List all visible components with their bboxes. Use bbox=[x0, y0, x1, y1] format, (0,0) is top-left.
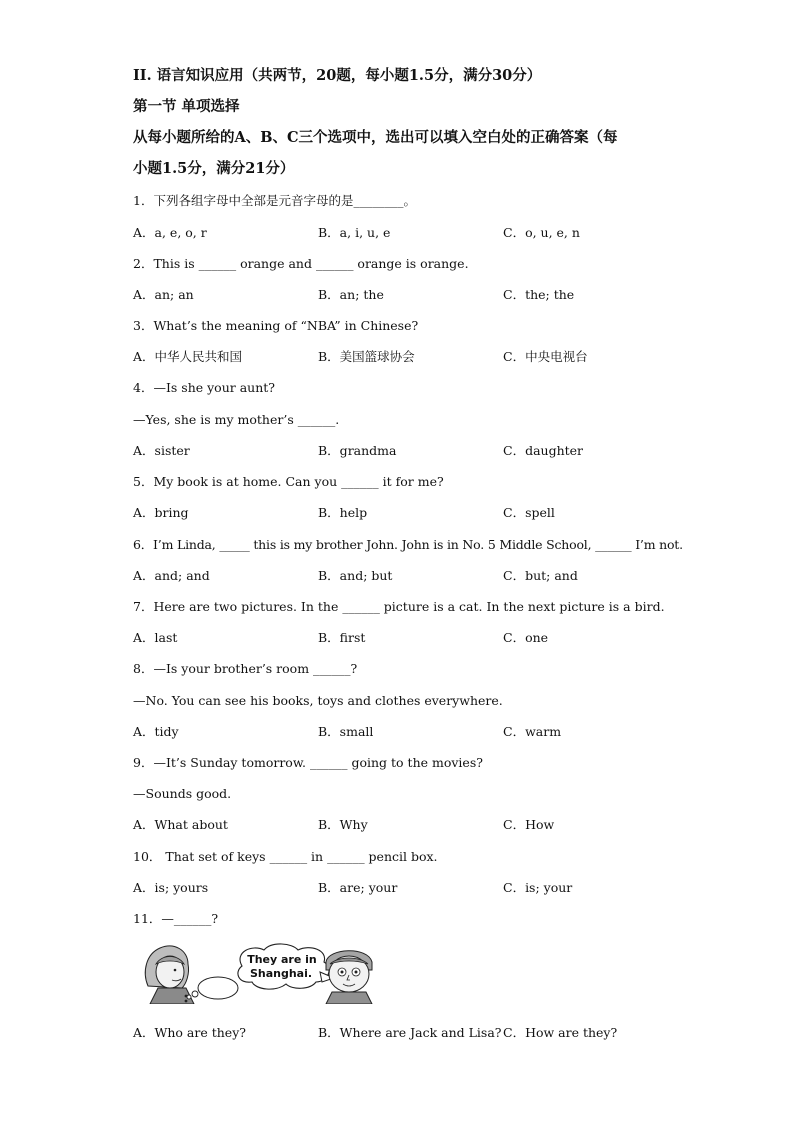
question-3-option-a: A．中华人民共和国 bbox=[133, 349, 243, 364]
question-6-option-a: A．and; and bbox=[133, 568, 210, 583]
question-9-option-c: C．How bbox=[503, 817, 555, 832]
question-5-option-a: A．bring bbox=[133, 505, 189, 520]
bubble-text-2: Shanghai. bbox=[249, 967, 313, 980]
question-2-option-b: B．an; the bbox=[318, 287, 384, 302]
question-2-option-c: C．the; the bbox=[503, 287, 575, 302]
question-6-stem: 6．I’m Linda, _____ this is my brother John. John is in No. 5 Middle School, ______ I’m not. bbox=[133, 537, 683, 552]
question-11-option-b: B．Where are Jack and Lisa? bbox=[318, 1025, 502, 1040]
part-title: 第一节 单项选择 bbox=[133, 98, 240, 115]
question-4-stem: 4．—Is she your aunt? bbox=[133, 380, 275, 395]
question-3-option-c: C．中央电视台 bbox=[503, 349, 588, 364]
question-9-option-a: A．What about bbox=[133, 817, 228, 832]
question-10-option-a: A．is; yours bbox=[133, 880, 209, 895]
instruction-line-1: 从每小题所给的A、B、C三个选项中，选出可以填入空白处的正确答案（每 bbox=[133, 129, 618, 146]
question-2-option-a: A．an; an bbox=[133, 287, 194, 302]
section-title: II. 语言知识应用（共两节，20题，每小题1.5分，满分30分） bbox=[133, 67, 542, 84]
question-4-option-c: C．daughter bbox=[503, 443, 584, 458]
question-9-stem-reply: —Sounds good. bbox=[133, 786, 232, 801]
question-7-option-b: B．first bbox=[318, 630, 366, 645]
question-7-stem: 7．Here are two pictures. In the ______ picture is a cat. In the next picture is a bird. bbox=[133, 599, 665, 614]
question-10-option-b: B．are; your bbox=[318, 880, 398, 895]
question-11-stem: 11．—______? bbox=[133, 911, 219, 926]
question-4-option-b: B．grandma bbox=[318, 443, 397, 458]
question-5-option-b: B．help bbox=[318, 505, 368, 520]
question-2-stem: 2．This is ______ orange and ______ orange is orange. bbox=[133, 256, 469, 271]
question-6-option-b: B．and; but bbox=[318, 568, 393, 583]
question-1-option-b: B．a, i, u, e bbox=[318, 225, 391, 240]
instruction-line-2: 小题1.5分，满分21分） bbox=[133, 160, 295, 177]
question-7-option-a: A．last bbox=[133, 630, 178, 645]
question-4-option-a: A．sister bbox=[133, 443, 190, 458]
question-11-option-a: A．Who are they? bbox=[133, 1025, 246, 1040]
question-5-stem: 5．My book is at home. Can you ______ it for me? bbox=[133, 474, 444, 489]
question-10-stem: 10． That set of keys ______ in ______ pencil box. bbox=[133, 849, 438, 864]
speech-bubble bbox=[238, 944, 334, 989]
question-1-option-a: A．a, e, o, r bbox=[133, 225, 207, 240]
question-3-option-b: B．美国篮球协会 bbox=[318, 349, 415, 364]
girl-figure bbox=[145, 946, 194, 1004]
bubble-text-1: They are in bbox=[247, 953, 317, 966]
boy-figure bbox=[326, 951, 372, 1004]
question-5-option-c: C．spell bbox=[503, 505, 555, 520]
empty-speech-bubble bbox=[198, 977, 238, 999]
question-8-option-c: C．warm bbox=[503, 724, 562, 739]
dialogue-illustration bbox=[142, 942, 382, 1004]
question-10-option-c: C．is; your bbox=[503, 880, 573, 895]
question-3-stem: 3．What’s the meaning of “NBA” in Chinese? bbox=[133, 318, 419, 333]
question-8-stem: 8．—Is your brother’s room ______? bbox=[133, 661, 358, 676]
question-1-stem: 1．下列各组字母中全部是元音字母的是________。 bbox=[133, 193, 416, 208]
question-6-option-c: C．but; and bbox=[503, 568, 578, 583]
question-7-option-c: C．one bbox=[503, 630, 549, 645]
question-4-stem-reply: —Yes, she is my mother’s ______. bbox=[133, 412, 340, 427]
question-8-option-a: A．tidy bbox=[133, 724, 179, 739]
question-1-option-c: C．o, u, e, n bbox=[503, 225, 580, 240]
question-8-option-b: B．small bbox=[318, 724, 374, 739]
question-11-option-c: C．How are they? bbox=[503, 1025, 618, 1040]
question-9-stem: 9．—It’s Sunday tomorrow. ______ going to the movies? bbox=[133, 755, 483, 770]
question-9-option-b: B．Why bbox=[318, 817, 368, 832]
question-8-stem-reply: —No. You can see his books, toys and clothes everywhere. bbox=[133, 693, 503, 708]
